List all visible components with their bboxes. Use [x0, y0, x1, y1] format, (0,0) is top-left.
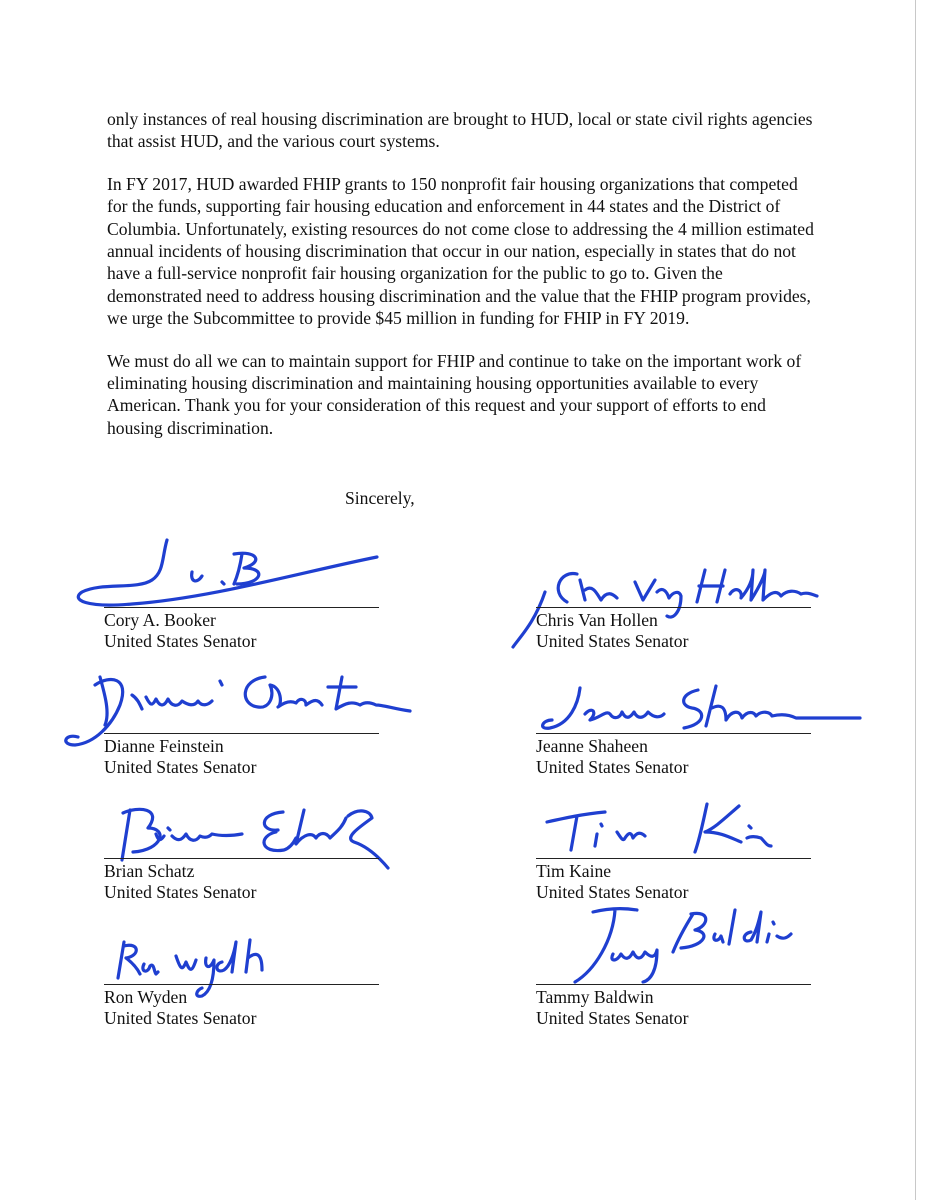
signature-block-feinstein [104, 733, 379, 778]
signer-name: Dianne Feinstein [104, 736, 224, 756]
signature-block-schatz [104, 858, 379, 903]
signature-baldwin [565, 900, 795, 990]
signature-line [104, 607, 379, 608]
signature-line [104, 733, 379, 734]
signature-line [536, 733, 811, 734]
signature-line [536, 858, 811, 859]
paragraph-2: In FY 2017, HUD awarded FHIP grants to 150 nonprofit fair housing organizations that competed for the funds, supporting fair housing education and enforcement in 44 states and the District of Columbia. Unfortunately, existing resources do not come close to addressing the 4 million estimated annual incidents of housing discrimination that occur in our nation, especially in states that do not have a full-service nonprofit fair housing organization for the public to go to. Given the demonstrated need to address housing discrimination and the value that the FHIP program provides, we urge the Subcommittee to provide $45 million in funding for FHIP in FY 2019. [107, 173, 814, 329]
signature-kaine [535, 798, 795, 858]
letter-body [107, 108, 817, 459]
signer-title: United States Senator [104, 757, 257, 777]
signature-block-booker [104, 607, 379, 652]
signer-name: Tim Kaine [536, 861, 612, 881]
signer-title: United States Senator [536, 882, 689, 902]
signature-line [536, 984, 811, 985]
signer-title: United States Senator [104, 631, 257, 651]
signature-line [104, 984, 379, 985]
signature-block-kaine [536, 858, 811, 903]
signer-title: United States Senator [536, 631, 689, 651]
signer-title: United States Senator [104, 1008, 257, 1028]
signer-title: United States Senator [536, 1008, 689, 1028]
signer-name: Cory A. Booker [104, 610, 216, 630]
page-edge [915, 0, 927, 1200]
signer-name: Tammy Baldwin [536, 987, 654, 1007]
signature-line [536, 607, 811, 608]
signer-name: Brian Schatz [104, 861, 195, 881]
signer-title: United States Senator [536, 757, 689, 777]
closing: Sincerely, [345, 488, 415, 508]
signature-shaheen [530, 680, 870, 740]
signature-block-baldwin [536, 984, 811, 1029]
signer-title: United States Senator [104, 882, 257, 902]
signer-name: Jeanne Shaheen [536, 736, 648, 756]
signer-name: Ron Wyden [104, 987, 188, 1007]
signature-block-shaheen [536, 733, 811, 778]
signature-line [104, 858, 379, 859]
paragraph-3: We must do all we can to maintain support for FHIP and continue to take on the important work of eliminating housing discrimination and maintaining housing opportunities available to every American. Thank you for your consideration of this request and your support of efforts to end housing discrimination. [107, 350, 802, 438]
signature-booker [72, 532, 392, 612]
signature-block-wyden [104, 984, 379, 1029]
signer-name: Chris Van Hollen [536, 610, 658, 630]
paragraph-1: only instances of real housing discrimination are brought to HUD, local or state civil rights agencies that assist HUD, and the various court systems. [107, 109, 813, 152]
signature-block-van-hollen [536, 607, 811, 652]
